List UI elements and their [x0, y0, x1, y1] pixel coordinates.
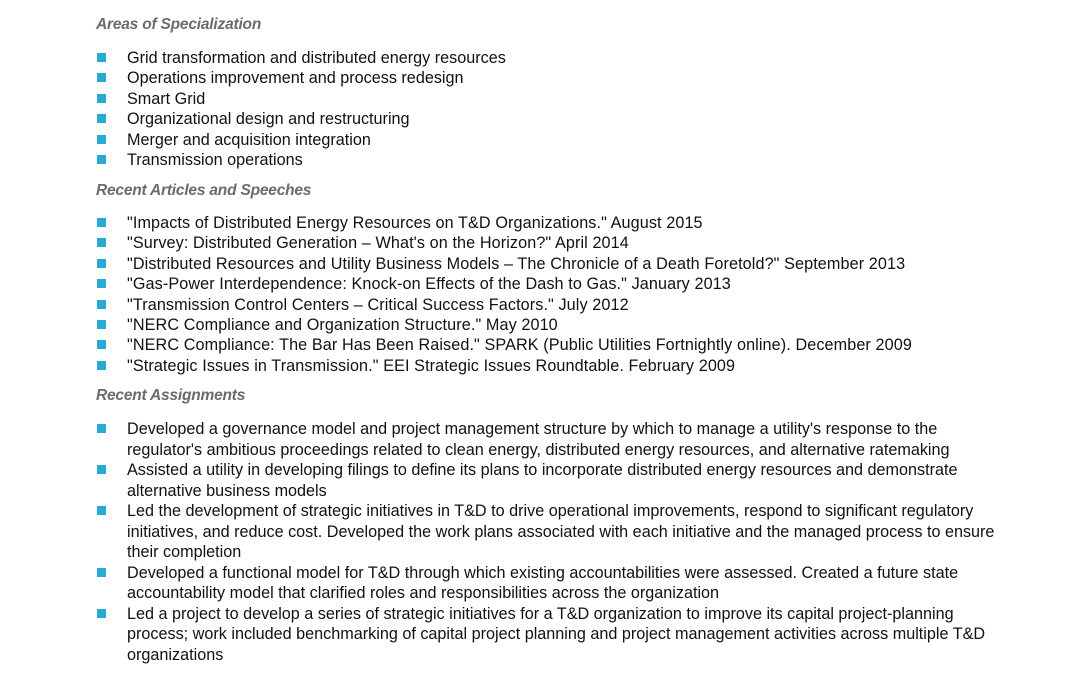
square-bullet-icon [97, 238, 106, 247]
list-item [96, 335, 996, 355]
recent-articles-section [96, 180, 996, 376]
list-item [96, 274, 996, 294]
list-item-text: Smart Grid [127, 89, 206, 108]
list-item-text: Assisted a utility in developing filings to define its plans to incorporate distributed energy resources and demonstrate alternative business models [127, 461, 958, 500]
list-item-text: "Gas-Power Interdependence: Knock-on Effects of the Dash to Gas." January 2013 [127, 275, 731, 294]
list-item-text: Merger and acquisition integration [127, 130, 371, 149]
list-item [96, 150, 996, 170]
square-bullet-icon [97, 53, 106, 62]
square-bullet-icon [97, 135, 106, 144]
articles-list [96, 213, 996, 376]
list-item-text: Organizational design and restructuring [127, 110, 410, 129]
square-bullet-icon [97, 73, 106, 82]
list-item-text: "NERC Compliance and Organization Structure." May 2010 [127, 316, 558, 335]
list-item-text: "Distributed Resources and Utility Business Models – The Chronicle of a Death Foretold?" September 2013 [127, 254, 906, 273]
list-item [96, 48, 996, 68]
list-item-text: "NERC Compliance: The Bar Has Been Raised." SPARK (Public Utilities Fortnightly online). December 2009 [127, 336, 912, 355]
square-bullet-icon [97, 155, 106, 164]
square-bullet-icon [97, 300, 106, 309]
square-bullet-icon [97, 320, 106, 329]
list-item [96, 109, 996, 129]
list-item-text: "Survey: Distributed Generation – What's on the Horizon?" April 2014 [127, 234, 629, 253]
square-bullet-icon [97, 259, 106, 268]
list-item [96, 419, 996, 460]
list-item-text: Led the development of strategic initiatives in T&D to drive operational improvements, respond to significant regulatory initiatives, and reduce cost. Developed the work plans associated with each initiative and the managed process to ensure their completion [127, 502, 995, 561]
specialization-list [96, 48, 996, 170]
list-item [96, 563, 996, 604]
list-item [96, 89, 996, 109]
list-item-text: Led a project to develop a series of strategic initiatives for a T&D organization to improve its capital project-planning process; work included benchmarking of capital project planning and project management activities across multiple T&D organizations [127, 604, 986, 664]
list-item [96, 604, 996, 666]
clipped-text-line [96, 0, 796, 5]
list-item [96, 460, 996, 501]
list-item-text: "Impacts of Distributed Energy Resources on T&D Organizations." August 2015 [127, 214, 703, 232]
square-bullet-icon [97, 568, 106, 577]
square-bullet-icon [97, 114, 106, 123]
list-item-text: Operations improvement and process redesign [127, 69, 464, 88]
square-bullet-icon [97, 361, 106, 370]
list-item-text: Transmission operations [127, 151, 303, 170]
section-heading: Recent Assignments [96, 387, 246, 404]
list-item [96, 213, 996, 233]
list-item-text: Developed a governance model and project management structure by which to manage a utility's response to the regulator's ambitious proceedings related to clean energy, distributed energy resources, and alternative ratemaking [127, 420, 950, 459]
list-item [96, 501, 996, 563]
section-heading: Areas of Specialization [96, 16, 262, 33]
list-item-text: Developed a functional model for T&D through which existing accountabilities were assessed. Created a future state accountability model that clarified roles and responsibilities across the organization [127, 563, 959, 602]
square-bullet-icon [97, 218, 106, 227]
list-item [96, 68, 996, 88]
list-item [96, 295, 996, 315]
square-bullet-icon [97, 465, 106, 474]
square-bullet-icon [97, 279, 106, 288]
recent-assignments-section [96, 385, 996, 665]
areas-of-specialization-section [96, 14, 996, 170]
list-item [96, 130, 996, 150]
list-item [96, 315, 996, 335]
list-item-text: "Strategic Issues in Transmission." EEI Strategic Issues Roundtable. February 2009 [127, 356, 736, 375]
square-bullet-icon [97, 609, 106, 618]
square-bullet-icon [97, 340, 106, 349]
section-heading: Recent Articles and Speeches [96, 182, 312, 199]
list-item-text: "Transmission Control Centers – Critical Success Factors." July 2012 [127, 295, 629, 314]
list-item [96, 356, 996, 376]
square-bullet-icon [97, 506, 106, 515]
list-item-text: Grid transformation and distributed energy resources [127, 49, 506, 67]
assignments-list [96, 419, 996, 665]
list-item [96, 233, 996, 253]
list-item [96, 254, 996, 274]
square-bullet-icon [97, 94, 106, 103]
square-bullet-icon [97, 424, 106, 433]
